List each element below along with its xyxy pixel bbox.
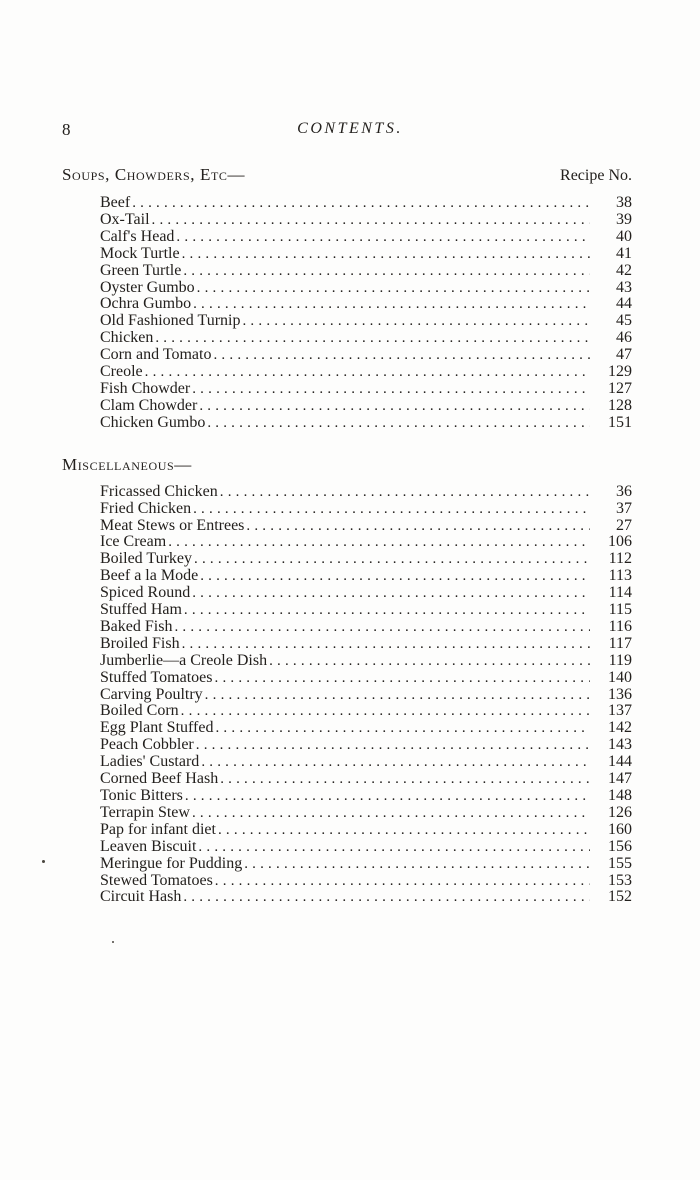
dotted-leader xyxy=(152,212,590,229)
dotted-leader xyxy=(193,501,590,518)
toc-entry xyxy=(62,754,632,771)
recipe-name: Boiled Corn xyxy=(100,702,179,720)
recipe-name: Ice Cream xyxy=(100,533,167,551)
dotted-leader xyxy=(184,602,590,619)
recipe-number: 42 xyxy=(616,261,632,279)
recipe-number: 147 xyxy=(608,770,632,788)
recipe-name: Calf's Head xyxy=(100,227,175,245)
recipe-name: Ladies' Custard xyxy=(100,753,200,771)
recipe-name: Corned Beef Hash xyxy=(100,770,219,788)
recipe-number: 156 xyxy=(608,837,632,855)
dotted-leader xyxy=(218,822,590,839)
dotted-leader xyxy=(244,856,590,873)
dotted-leader xyxy=(196,737,590,754)
recipe-number: 45 xyxy=(616,312,632,330)
toc-entry xyxy=(62,636,632,653)
dotted-leader xyxy=(132,195,590,212)
recipe-number: 27 xyxy=(616,516,632,534)
toc-entry xyxy=(62,822,632,839)
dotted-leader xyxy=(242,313,590,330)
section-title: Soups, Chowders, Etc— xyxy=(62,165,246,184)
recipe-name: Oyster Gumbo xyxy=(100,278,195,296)
dotted-leader xyxy=(183,889,590,906)
toc-entry xyxy=(62,195,632,212)
recipe-name: Corn and Tomato xyxy=(100,346,212,364)
recipe-number: 37 xyxy=(616,499,632,517)
dotted-leader xyxy=(200,568,590,585)
toc-entry xyxy=(62,737,632,754)
recipe-name: Creole xyxy=(100,363,143,381)
recipe-name: Jumberlie—a Creole Dish xyxy=(100,651,268,669)
toc-entry xyxy=(62,551,632,568)
recipe-number: 127 xyxy=(608,379,632,397)
toc-entry xyxy=(62,518,632,535)
recipe-number: 153 xyxy=(608,871,632,889)
recipe-number: 148 xyxy=(608,787,632,804)
recipe-number: 144 xyxy=(608,753,632,771)
toc-entry xyxy=(62,364,632,381)
recipe-name: Spiced Round xyxy=(100,584,191,602)
dotted-leader xyxy=(193,296,590,313)
recipe-name: Mock Turtle xyxy=(100,244,180,262)
toc-entry xyxy=(62,212,632,229)
dotted-leader xyxy=(199,398,590,415)
recipe-name: Meat Stews or Entrees xyxy=(100,516,245,534)
toc-entry xyxy=(62,280,632,297)
recipe-name: Fish Chowder xyxy=(100,379,191,397)
dotted-leader xyxy=(198,839,590,856)
toc-entry xyxy=(62,653,632,670)
recipe-number: 41 xyxy=(616,244,632,262)
recipe-number: 44 xyxy=(616,295,632,313)
dotted-leader xyxy=(215,873,590,890)
dotted-leader xyxy=(220,484,590,501)
recipe-name: Circuit Hash xyxy=(100,888,182,906)
toc-entry-list xyxy=(62,484,632,907)
toc-entry xyxy=(62,602,632,619)
recipe-name: Peach Cobbler xyxy=(100,736,194,754)
section-title: Miscellaneous— xyxy=(62,454,192,474)
toc-entry xyxy=(62,381,632,398)
toc-entry xyxy=(62,229,632,246)
dotted-leader xyxy=(174,619,590,636)
recipe-name: Boiled Turkey xyxy=(100,550,193,568)
section-header xyxy=(62,455,632,475)
recipe-number: 113 xyxy=(608,567,632,585)
dotted-leader xyxy=(213,347,590,364)
dotted-leader xyxy=(269,653,590,670)
toc-entry xyxy=(62,263,632,280)
dotted-leader xyxy=(205,687,590,704)
toc-entry xyxy=(62,313,632,330)
running-title: CONTENTS. xyxy=(297,120,403,137)
toc-entry xyxy=(62,330,632,347)
scan-speck xyxy=(42,860,45,863)
toc-section xyxy=(62,165,632,432)
recipe-name: Old Fashioned Turnip xyxy=(100,312,241,330)
toc-entry xyxy=(62,687,632,704)
recipe-name: Ochra Gumbo xyxy=(100,295,192,313)
recipe-no-column-label: Recipe No. xyxy=(560,167,632,184)
dotted-leader xyxy=(155,330,590,347)
recipe-name: Fricassed Chicken xyxy=(100,482,218,500)
dotted-leader xyxy=(183,263,590,280)
toc-entry xyxy=(62,670,632,687)
recipe-name: Tonic Bitters xyxy=(100,787,183,804)
recipe-number: 136 xyxy=(608,685,632,703)
recipe-number: 47 xyxy=(616,346,632,364)
toc-entry xyxy=(62,296,632,313)
recipe-number: 119 xyxy=(608,651,632,669)
toc-entry xyxy=(62,501,632,518)
recipe-name: Stuffed Ham xyxy=(100,601,182,619)
dotted-leader xyxy=(176,229,590,246)
recipe-name: Pap for infant diet xyxy=(100,820,216,838)
recipe-name: Fried Chicken xyxy=(100,499,192,517)
recipe-name: Beef xyxy=(100,194,131,211)
recipe-number: 40 xyxy=(616,227,632,245)
toc-entry xyxy=(62,585,632,602)
recipe-number: 117 xyxy=(608,634,632,652)
toc-entry xyxy=(62,805,632,822)
toc-entry xyxy=(62,534,632,551)
recipe-number: 137 xyxy=(608,702,632,720)
recipe-name: Clam Chowder xyxy=(100,396,198,414)
dotted-leader xyxy=(185,788,590,805)
toc-entry xyxy=(62,568,632,585)
dotted-leader xyxy=(194,551,590,568)
recipe-name: Chicken xyxy=(100,329,154,347)
recipe-name: Broiled Fish xyxy=(100,634,180,652)
recipe-number: 140 xyxy=(608,668,632,686)
recipe-number: 160 xyxy=(608,820,632,838)
recipe-number: 116 xyxy=(608,617,632,635)
recipe-number: 38 xyxy=(616,194,632,211)
toc-entry xyxy=(62,484,632,501)
dotted-leader xyxy=(220,771,590,788)
recipe-number: 46 xyxy=(616,329,632,347)
toc-entry xyxy=(62,788,632,805)
recipe-number: 112 xyxy=(608,550,632,568)
recipe-name: Leaven Biscuit xyxy=(100,837,197,855)
scan-speck xyxy=(112,941,114,943)
recipe-name: Stuffed Tomatoes xyxy=(100,668,213,686)
dotted-leader xyxy=(246,518,590,535)
toc-entry xyxy=(62,703,632,720)
recipe-number: 39 xyxy=(616,210,632,228)
toc-section xyxy=(62,455,632,907)
dotted-leader xyxy=(182,636,590,653)
toc-entry xyxy=(62,873,632,890)
recipe-number: 43 xyxy=(616,278,632,296)
dotted-leader xyxy=(192,805,590,822)
recipe-number: 36 xyxy=(616,482,632,500)
dotted-leader xyxy=(207,415,590,432)
dotted-leader xyxy=(215,670,591,687)
toc-entry xyxy=(62,619,632,636)
recipe-number: 106 xyxy=(608,533,632,551)
toc-entry xyxy=(62,720,632,737)
recipe-name: Ox-Tail xyxy=(100,210,150,228)
toc-entry xyxy=(62,771,632,788)
recipe-name: Meringue for Pudding xyxy=(100,854,243,872)
toc-entry xyxy=(62,856,632,873)
dotted-leader xyxy=(168,534,590,551)
toc-entry xyxy=(62,347,632,364)
toc-entry xyxy=(62,246,632,263)
dotted-leader xyxy=(181,703,590,720)
recipe-name: Stewed Tomatoes xyxy=(100,871,213,889)
table-of-contents xyxy=(0,165,700,906)
page-header xyxy=(0,120,700,142)
section-header xyxy=(62,165,632,186)
toc-entry xyxy=(62,839,632,856)
recipe-number: 128 xyxy=(608,396,632,414)
dotted-leader xyxy=(192,381,590,398)
recipe-name: Green Turtle xyxy=(100,261,182,279)
recipe-number: 155 xyxy=(608,854,632,872)
page-number: 8 xyxy=(62,120,71,139)
recipe-number: 143 xyxy=(608,736,632,754)
toc-entry xyxy=(62,415,632,432)
dotted-leader xyxy=(215,720,590,737)
recipe-number: 114 xyxy=(608,584,632,602)
recipe-number: 115 xyxy=(608,601,632,619)
dotted-leader xyxy=(197,280,590,297)
toc-entry xyxy=(62,889,632,906)
toc-entry xyxy=(62,398,632,415)
recipe-name: Baked Fish xyxy=(100,617,173,635)
recipe-number: 126 xyxy=(608,803,632,821)
dotted-leader xyxy=(145,364,590,381)
dotted-leader xyxy=(192,585,590,602)
recipe-name: Beef a la Mode xyxy=(100,567,199,585)
recipe-name: Terrapin Stew xyxy=(100,803,190,821)
recipe-number: 129 xyxy=(608,363,632,381)
recipe-number: 152 xyxy=(608,888,632,906)
toc-entry-list xyxy=(62,195,632,432)
recipe-name: Carving Poultry xyxy=(100,685,203,703)
recipe-name: Chicken Gumbo xyxy=(100,413,206,431)
dotted-leader xyxy=(201,754,590,771)
recipe-number: 142 xyxy=(608,719,632,737)
recipe-number: 151 xyxy=(608,413,632,431)
dotted-leader xyxy=(182,246,590,263)
recipe-name: Egg Plant Stuffed xyxy=(100,719,214,737)
